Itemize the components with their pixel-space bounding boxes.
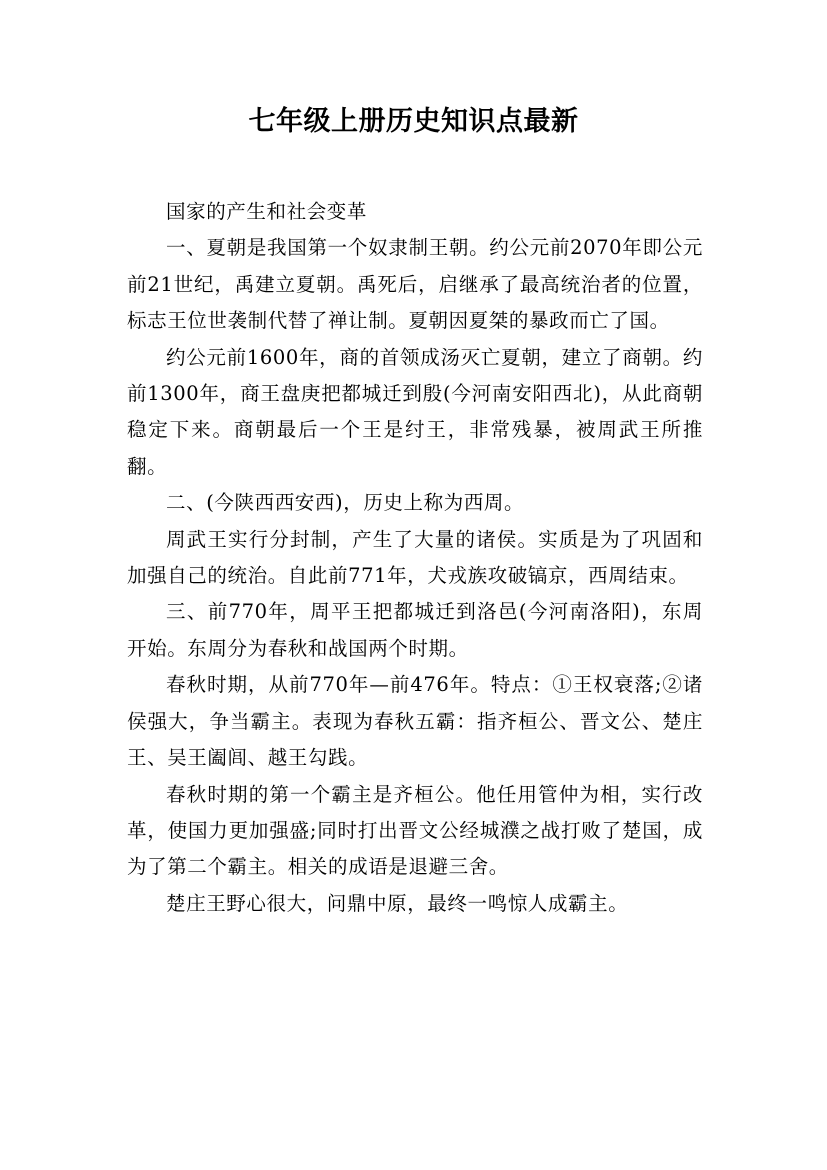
paragraph-chu-zhuang: 楚庄王野心很大，问鼎中原，最终一鸣惊人成霸主。	[166, 891, 629, 915]
document-body	[127, 194, 703, 922]
paragraph-first-hegemon: 春秋时期的第一个霸主是齐桓公。他任用管仲为相，实行改革，使国力更加强盛;同时打出晋文公经城濮之战打败了楚国，成为了第二个霸主。相关的成语是退避三舍。	[127, 782, 703, 879]
section-heading: 国家的产生和社会变革	[166, 200, 368, 223]
paragraph-feudal-system: 周武王实行分封制，产生了大量的诸侯。实质是为了巩固和加强自己的统治。自此前771年，犬戎族攻破镐京，西周结束。	[127, 527, 703, 588]
paragraph-xia-dynasty: 一、夏朝是我国第一个奴隶制王朝。约公元前2070年即公元前21世纪，禹建立夏朝。禹死后，启继承了最高统治者的位置，标志王位世袭制代替了禅让制。夏朝因夏桀的暴政而亡了国。	[127, 236, 703, 333]
paragraph-shang-dynasty: 约公元前1600年，商的首领成汤灭亡夏朝，建立了商朝。约前1300年，商王盘庚把都城迁到殷(今河南安阳西北)，从此商朝稳定下来。商朝最后一个王是纣王，非常残暴，被周武王所推翻。	[127, 345, 703, 478]
paragraph-western-zhou: 二、(今陕西西安西)，历史上称为西周。	[166, 491, 525, 515]
paragraph-spring-autumn: 春秋时期，从前770年—前476年。特点：①王权衰落;②诸侯强大，争当霸主。表现为春秋五霸：指齐桓公、晋文公、楚庄王、吴王阖闾、越王勾践。	[127, 673, 703, 770]
document-title: 七年级上册历史知识点最新	[248, 106, 579, 137]
paragraph-eastern-zhou: 三、前770年，周平王把都城迁到洛邑(今河南洛阳)，东周开始。东周分为春秋和战国两个时期。	[127, 600, 703, 660]
